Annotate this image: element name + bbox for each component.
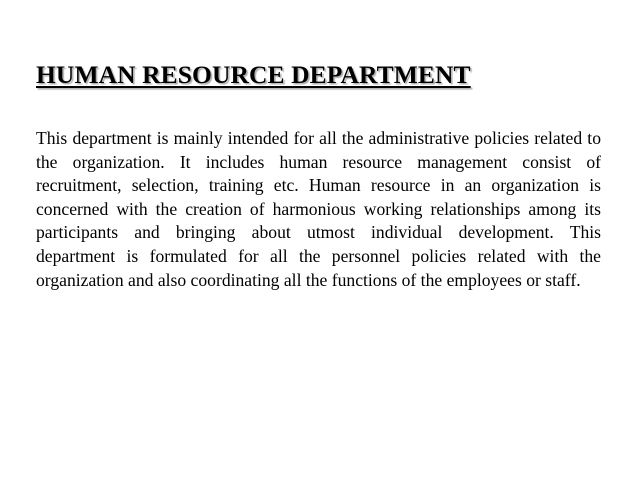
slide-body-text: This department is mainly intended for all the administrative policies related to the organization. It includes human resource management consist of recruitment, selection, training etc. Human resource in an organization is concerned with the creation of harmonious working relationships among its participants and bringing about utmost individual development. This department is formulated for all the personnel policies related with the organization and also coordinating all the functions of the employees or staff. — [36, 128, 601, 290]
slide-title: HUMAN RESOURCE DEPARTMENT — [36, 60, 471, 89]
